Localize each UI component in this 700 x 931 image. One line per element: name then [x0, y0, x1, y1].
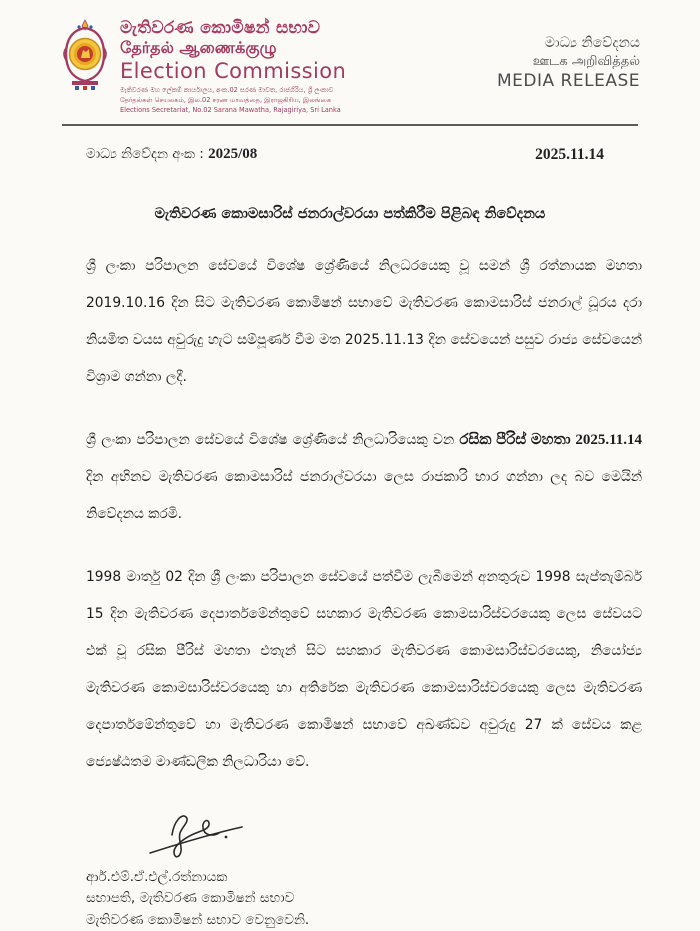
media-release-heading [497, 16, 640, 93]
release-number [86, 146, 257, 164]
org-address [120, 86, 346, 116]
release-number-label: මාධ්‍ය නිවේදන අංක : [86, 145, 204, 162]
election-commission-emblem-icon [60, 18, 110, 94]
paragraph-3: 1998 මාර්තු 02 දින ශ්‍රී ලංකා පරිපාලන සේවයේ පත්වීම ලැබීමෙන් අනතුරුව 1998 සැප්තැම්බර් 15 දින මැතිවරණ දෙපාර්තමේන්තුවේ සහකාර මැතිවරණ කොමසාරිස්වරයෙකු ලෙස සේවයට එක් වූ රසික පීරිස් මහතා එතැන් සිට සහකාර මැතිවරණ කොමසාරිස්වරයෙකු, නියෝජ්‍ය මැතිවරණ කොමසාරිස්වරයෙකු හා අතිරේක මැතිවරණ කොමසාරිස්වරයෙකු ලෙස මැතිවරණ දෙපාර්තමේන්තුවේ හා මැතිවරණ කොමිෂන් සභාවේ අඛණ්ඩව අවුරුදු 27 ක් සේවය කළ ජ්‍යෙෂ්ඨතම මාණ්ඩලික නිලධාරියා වේ. [86, 568, 642, 770]
media-release-english: MEDIA RELEASE [497, 71, 640, 92]
signature-image [120, 807, 300, 863]
header-divider [62, 124, 638, 126]
signatory-name: ආර්.එම්.ඒ.එල්.රත්නායක [86, 868, 228, 885]
paragraph-2-tail: දින අභිනව මැතිවරණ කොමසාරිස් ජනරාල්වරයා ලෙස රාජකාරි භාර ගන්නා ලද බව මෙයින් නිවේදනය කරමි. [86, 468, 642, 522]
signatory-position: සභාපති, මැතිවරණ කොමිෂන් සභාව [86, 890, 295, 907]
letterhead [60, 16, 640, 116]
media-release-sinhala: මාධ්‍ය නිවේදනය [544, 35, 640, 51]
signatory-block [86, 867, 640, 931]
paragraph-1: ශ්‍රී ලංකා පරිපාලන සේවයේ විශේෂ ශ්‍රේණියේ නිලධරයෙකු වූ සමන් ශ්‍රී රත්නායක මහතා 2019.10.16 දින සිට මැතිවරණ කොමිෂන් සභාවේ මැතිවරණ කොමසාරිස් ජනරාල් ධූරය දරා නියමිත වයස අවුරුදු හැට සම්පූර්ණ වීම මත 2025.11.13 දින සේවයෙන් පසුව රාජ්‍ය සේවයෙන් විශ්‍රාම ගන්නා ලදී. [86, 257, 642, 385]
release-number-value: 2025/08 [208, 145, 258, 162]
address-sinhala: මැතිවරණ මහ ලේකම් කාර්යාලය, අංක.02 සරණ මාවත, රාජගිරිය, ශ්‍රී ලංකාව [120, 86, 334, 94]
org-name-tamil: தேர்தல் ஆணைக்குழு [120, 38, 277, 57]
media-release-tamil: ஊடக அறிவித்தல் [532, 53, 640, 69]
handwritten-signature-icon [120, 807, 300, 863]
release-date: 2025.11.14 [535, 145, 604, 163]
paragraph-2 [86, 422, 642, 533]
address-english: Elections Secretariat, No.02 Sarana Mawatha, Rajagiriya, Sri Lanka [120, 105, 341, 114]
address-tamil: தேர்தல்கள் செயலகம், இல.02 சரண மாவத்தை, இராஜகிரிய, இலங்கை [120, 95, 332, 104]
org-name-sinhala: මැතිවරණ කොමිෂන් සභාව [120, 18, 321, 38]
org-name-english: Election Commission [120, 59, 347, 83]
paragraph-2-lead: ශ්‍රී ලංකා පරිපාලන සේවයේ විශේෂ ශ්‍රේණියේ නිලධාරියෙකු වන [86, 431, 460, 448]
signatory-on-behalf: මැතිවරණ කොමිෂන් සභාව වෙනුවෙනි. [86, 911, 310, 928]
document-title: මැතිවරණ කොමසාරිස් ජනරාල්වරයා පත්කිරීම පිළිබඳ නිවේදනය [154, 205, 546, 222]
paragraph-2-appointee-bold: රසික පීරිස් මහතා 2025.11.14 [459, 431, 642, 448]
meta-row [60, 146, 640, 164]
